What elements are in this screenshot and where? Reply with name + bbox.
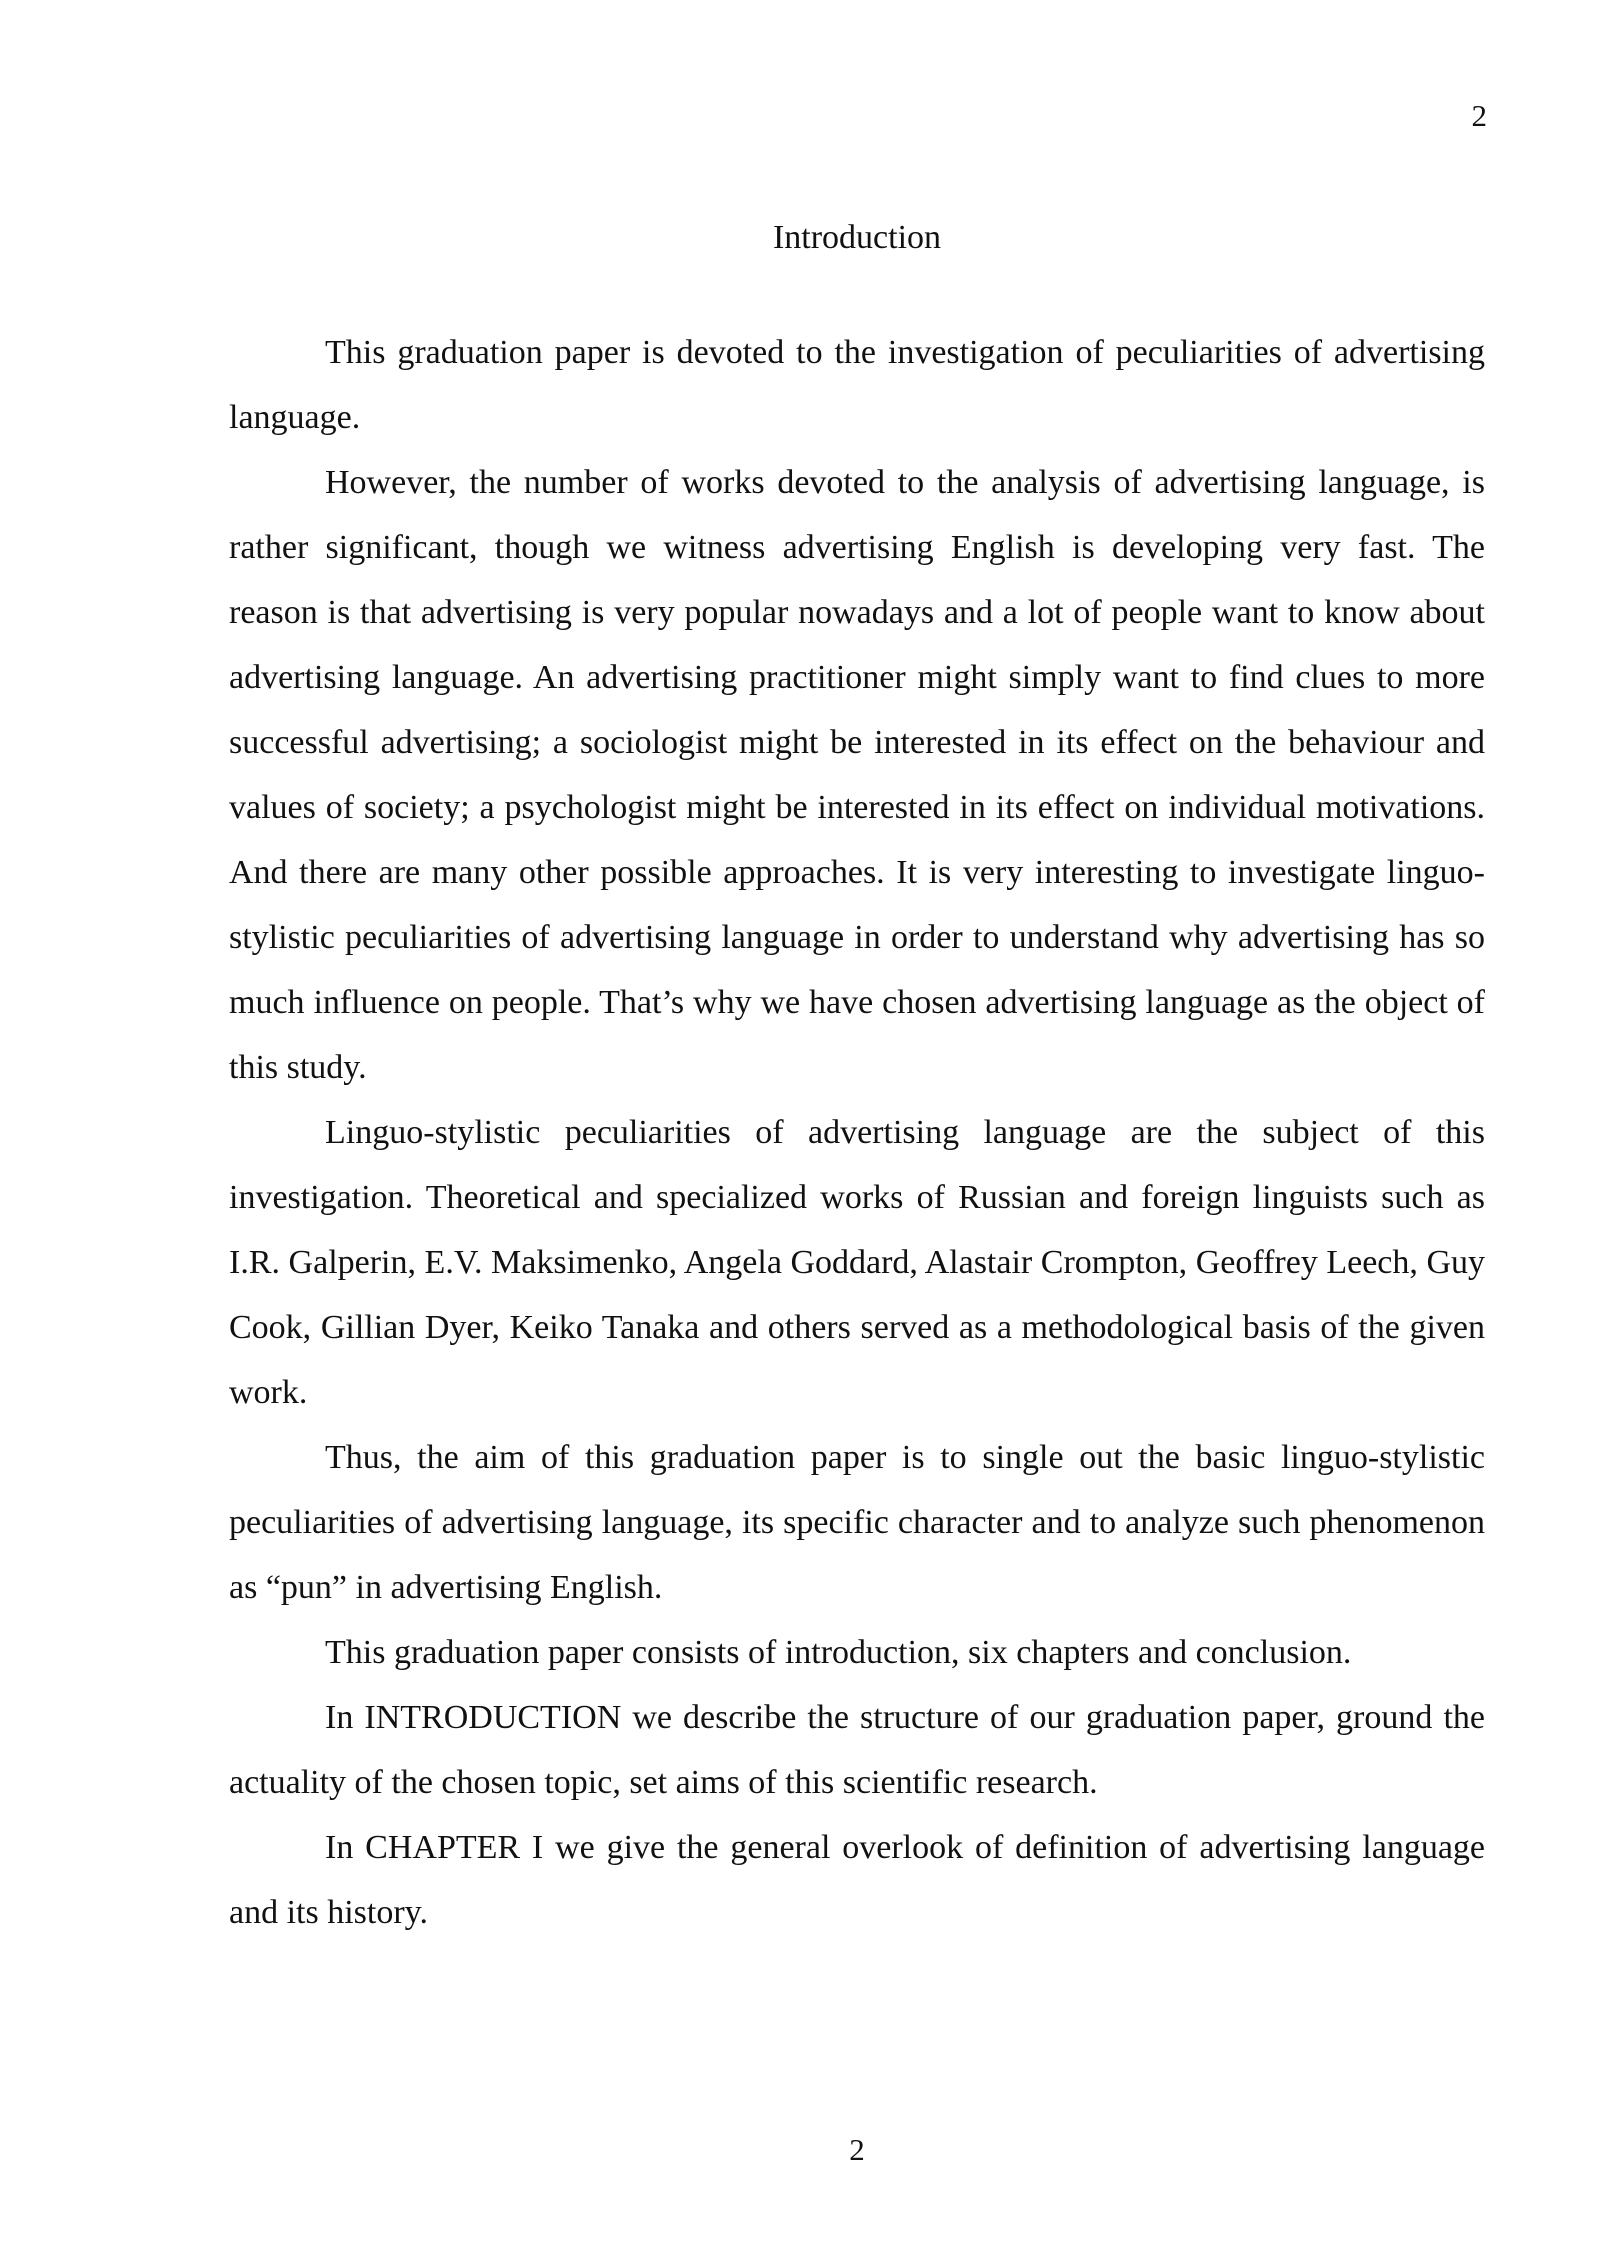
header-page-number: 2	[1471, 98, 1487, 133]
paragraph: However, the number of works devoted to the analysis of advertising language, is rather significant, though we witness advertising English is developing very fast. The reason is that advertising is very popular nowadays and a lot of people want to know about advertising language. An advertising practitioner might simply want to find clues to more successful advertising; a sociologist might be interested in its effect on the behaviour and values of society; a psychologist might be interested in its effect on individual motivations. And there are many other possible approaches. It is very interesting to investigate linguo-stylistic peculiarities of advertising language in order to understand why advertising has so much influence on people. That’s why we have chosen advertising language as the object of this study.	[229, 464, 1485, 1086]
paragraph: In CHAPTER I we give the general overlook of definition of advertising language and its history.	[229, 1829, 1485, 1931]
paragraph: This graduation paper is devoted to the investigation of peculiarities of advertising language.	[229, 334, 1485, 436]
document-body	[229, 320, 1485, 1945]
footer-page-number: 2	[849, 2132, 865, 2167]
paragraph: Thus, the aim of this graduation paper is to single out the basic linguo-stylistic peculiarities of advertising language, its specific character and to analyze such phenomenon as “pun” in advertising English.	[229, 1439, 1485, 1606]
paragraph: This graduation paper consists of introduction, six chapters and conclusion.	[325, 1634, 1352, 1671]
paragraph: In INTRODUCTION we describe the structure of our graduation paper, ground the actuality of the chosen topic, set aims of this scientific research.	[229, 1699, 1485, 1801]
page-title: Introduction	[772, 219, 942, 256]
paragraph: Linguo-stylistic peculiarities of advertising language are the subject of this investigation. Theoretical and specialized works of Russian and foreign linguists such as I.R. Galperin, E.V. Maksimenko, Angela Goddard, Alastair Crompton, Geoffrey Leech, Guy Cook, Gillian Dyer, Keiko Tanaka and others served as a methodological basis of the given work.	[229, 1114, 1485, 1411]
